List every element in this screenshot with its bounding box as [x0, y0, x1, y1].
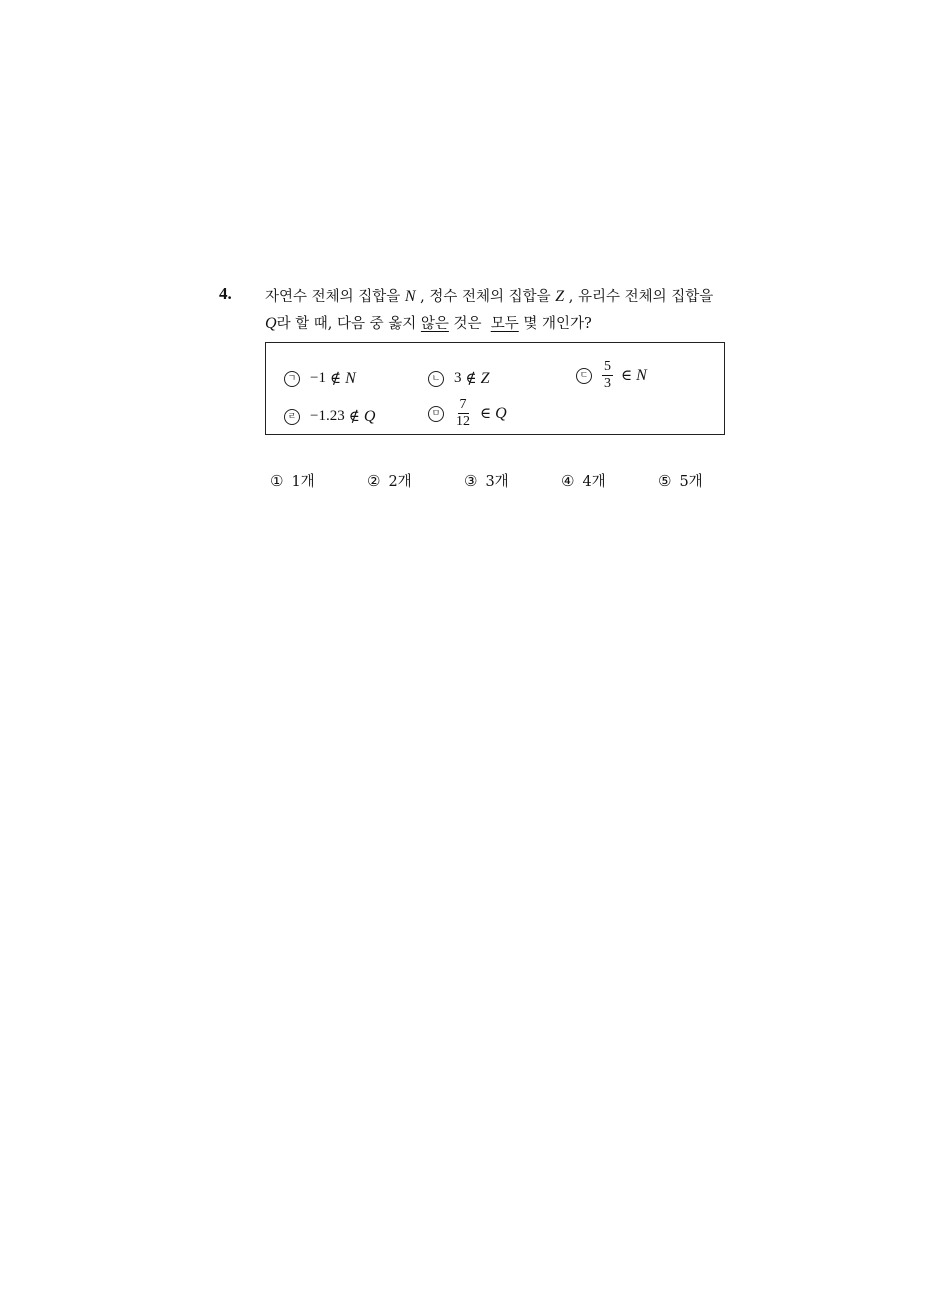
choice-mark: ⑤	[658, 471, 672, 490]
stem-text: 자연수 전체의 집합을	[265, 289, 401, 305]
statement-rhs: N	[345, 369, 356, 387]
fraction-numerator: 7	[459, 397, 467, 412]
choice-1[interactable]	[270, 470, 315, 491]
choice-mark: ①	[270, 471, 284, 490]
underlined-word-not: 않은	[420, 316, 449, 332]
problem-number: 4.	[219, 284, 232, 303]
element-symbol: ∈	[621, 368, 633, 384]
stem-text: , 정수 전체의 집합을	[420, 289, 551, 305]
not-element-symbol: ∉	[348, 409, 360, 425]
not-element-symbol: ∉	[465, 371, 477, 387]
not-element-symbol: ∉	[329, 371, 342, 387]
problem-stem-line-1	[265, 285, 765, 306]
statement-lhs: 3	[454, 370, 462, 386]
fraction-denominator: 3	[604, 376, 611, 391]
choice-label: 3개	[485, 474, 509, 490]
marker-digeut: ㄷ	[576, 368, 592, 384]
problem-stem-line-2	[265, 312, 765, 333]
marker-nieun: ㄴ	[428, 371, 444, 387]
choice-mark: ③	[464, 471, 478, 490]
choice-label: 1개	[291, 474, 315, 490]
condition-box	[265, 342, 725, 435]
element-symbol: ∈	[480, 406, 492, 422]
choice-4[interactable]	[561, 470, 606, 491]
stem-text: 것은	[453, 316, 482, 332]
choice-label: 4개	[582, 474, 606, 490]
statement-5	[428, 397, 507, 430]
statement-3	[576, 359, 647, 392]
statement-4	[284, 407, 375, 426]
statement-rhs: Q	[495, 404, 507, 422]
fraction-numerator: 5	[604, 359, 611, 374]
underlined-word-all: 모두	[490, 316, 519, 332]
marker-giyeok: ㄱ	[284, 371, 300, 387]
fraction	[602, 359, 613, 392]
statement-lhs: −1	[310, 370, 326, 386]
marker-rieul: ㄹ	[284, 409, 300, 425]
choice-label: 5개	[679, 474, 703, 490]
choice-mark: ②	[367, 471, 381, 490]
statement-rhs: Z	[480, 369, 490, 387]
choice-5[interactable]	[658, 470, 703, 491]
stem-text: 라 할 때, 다음 중 옳지	[276, 316, 417, 332]
choice-label: 2개	[388, 474, 412, 490]
stem-text: 몇 개인가?	[523, 316, 592, 332]
variable-z: Z	[555, 288, 565, 305]
statement-1	[284, 369, 356, 388]
fraction	[454, 397, 472, 430]
stem-text: , 유리수 전체의 집합을	[568, 289, 714, 305]
choice-mark: ④	[561, 471, 575, 490]
statement-rhs: Q	[363, 407, 376, 425]
marker-mieum: ㅁ	[428, 406, 444, 422]
variable-n: N	[404, 288, 416, 305]
choice-2[interactable]	[367, 470, 412, 491]
statement-rhs: N	[636, 366, 647, 384]
statement-lhs: −1.23	[310, 408, 345, 424]
variable-q: Q	[265, 315, 277, 332]
fraction-denominator: 12	[456, 414, 470, 429]
statement-2	[428, 369, 490, 388]
choice-3[interactable]	[464, 470, 509, 491]
